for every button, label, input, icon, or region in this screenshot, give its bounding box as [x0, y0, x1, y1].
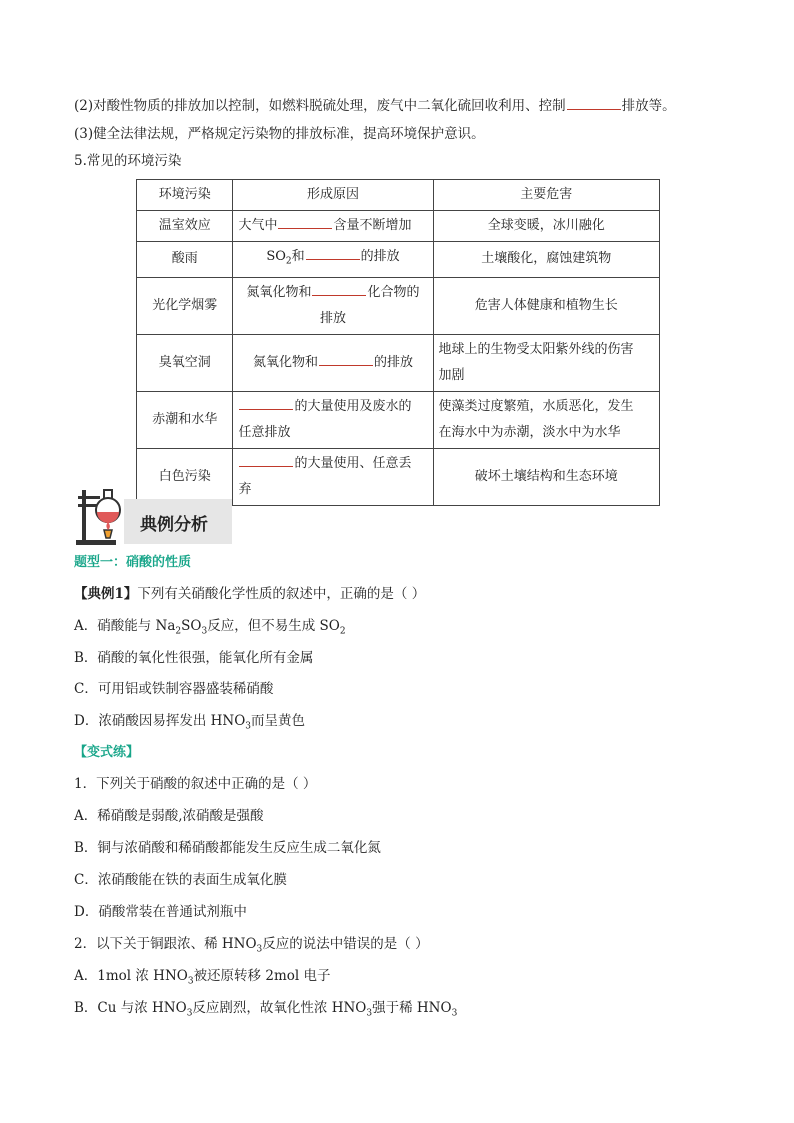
pollution-cause: $SO_2$和 的排放: [233, 242, 433, 278]
pollution-harm: 危害人体健康和植物生长: [433, 277, 659, 334]
table-header-row: [137, 180, 660, 211]
pollution-cause: 的大量使用及废水的 任意排放: [233, 391, 433, 448]
fill-blank[interactable]: [319, 353, 373, 366]
example-1-option-b[interactable]: B．硝酸的氧化性很强，能氧化所有金属: [74, 650, 314, 666]
pollution-name: 白色污染: [137, 448, 233, 505]
section-title: 5.常见的环境污染: [74, 153, 182, 169]
pollution-name: 臭氧空洞: [137, 334, 233, 391]
pollution-cause: 氮氧化物和 化合物的 排放: [233, 277, 433, 334]
pollution-name: 赤潮和水华: [137, 391, 233, 448]
example-1-option-d[interactable]: D．浓硝酸因易挥发出 $HNO_3$而呈黄色: [74, 713, 306, 732]
variant-q1-stem: 1．下列关于硝酸的叙述中正确的是（ ）: [74, 776, 317, 792]
variant-q2-stem: 2．以下关于铜跟浓、稀 $HNO_3$反应的说法中错误的是（ ）: [74, 936, 429, 955]
fill-blank[interactable]: [567, 97, 621, 110]
table-header: 主要危害: [433, 180, 659, 211]
table-row: [137, 277, 660, 334]
variant-q1-option-c[interactable]: C．浓硝酸能在铁的表面生成氧化膜: [74, 872, 287, 888]
variant-q1-option-b[interactable]: B．铜与浓硝酸和稀硝酸都能发生反应生成二氧化氮: [74, 840, 381, 856]
pollution-harm: 土壤酸化，腐蚀建筑物: [433, 242, 659, 278]
environment-pollution-table: [136, 179, 660, 506]
table-header: 形成原因: [233, 180, 433, 211]
intro-line-1: (2)对酸性物质的排放加以控制，如燃料脱硫处理，废气中二氧化硫回收利用、控制 排放等。: [74, 98, 676, 114]
fill-blank[interactable]: [239, 397, 293, 410]
variant-q1-option-d[interactable]: D．硝酸常装在普通试剂瓶中: [74, 904, 247, 920]
pollution-name: 酸雨: [137, 242, 233, 278]
intro-line-2: (3)健全法律法规，严格规定污染物的排放标准，提高环境保护意识。: [74, 126, 485, 142]
banner-title: 典例分析: [140, 515, 208, 535]
pollution-name: 光化学烟雾: [137, 277, 233, 334]
fill-blank[interactable]: [306, 247, 360, 260]
variant-label: 【变式练】: [74, 745, 140, 760]
table-header: 环境污染: [137, 180, 233, 211]
pollution-cause: 大气中 含量不断增加: [233, 211, 433, 242]
question-type-label: 题型一：硝酸的性质: [74, 555, 192, 570]
variant-q1-option-a[interactable]: A．稀硝酸是弱酸,浓硝酸是强酸: [74, 808, 264, 824]
pollution-name: 温室效应: [137, 211, 233, 242]
table-row: [137, 334, 660, 391]
pollution-cause: 的大量使用、任意丢 弃: [233, 448, 433, 505]
table-row: [137, 391, 660, 448]
pollution-harm: 破坏土壤结构和生态环境: [433, 448, 659, 505]
example-1-stem: 【典例1】下列有关硝酸化学性质的叙述中，正确的是（ ）: [74, 586, 426, 602]
fill-blank[interactable]: [312, 283, 366, 296]
example-1-option-c[interactable]: C．可用铝或铁制容器盛装稀硝酸: [74, 681, 274, 697]
fill-blank[interactable]: [278, 216, 332, 229]
pollution-cause: 氮氧化物和 的排放: [233, 334, 433, 391]
variant-q2-option-b[interactable]: B．Cu 与浓 $HNO_3$反应剧烈，故氧化性浓 $HNO_3$强于稀 $HNO_3$: [74, 1000, 458, 1019]
pollution-harm: 地球上的生物受太阳紫外线的伤害 加剧: [433, 334, 659, 391]
fill-blank[interactable]: [239, 454, 293, 467]
example-1-option-a[interactable]: A．硝酸能与 $Na_2SO_3$反应，但不易生成 $SO_2$: [74, 618, 346, 637]
pollution-harm: 全球变暖，冰川融化: [433, 211, 659, 242]
table-row: [137, 448, 660, 505]
table-row: [137, 211, 660, 242]
variant-q2-option-a[interactable]: A．1mol 浓 $HNO_3$被还原转移 2mol 电子: [74, 968, 331, 987]
table-row: [137, 242, 660, 278]
section-banner: [124, 499, 232, 544]
pollution-harm: 使藻类过度繁殖，水质恶化，发生 在海水中为赤潮，淡水中为水华: [433, 391, 659, 448]
example-tag: 【典例1】: [74, 586, 138, 602]
